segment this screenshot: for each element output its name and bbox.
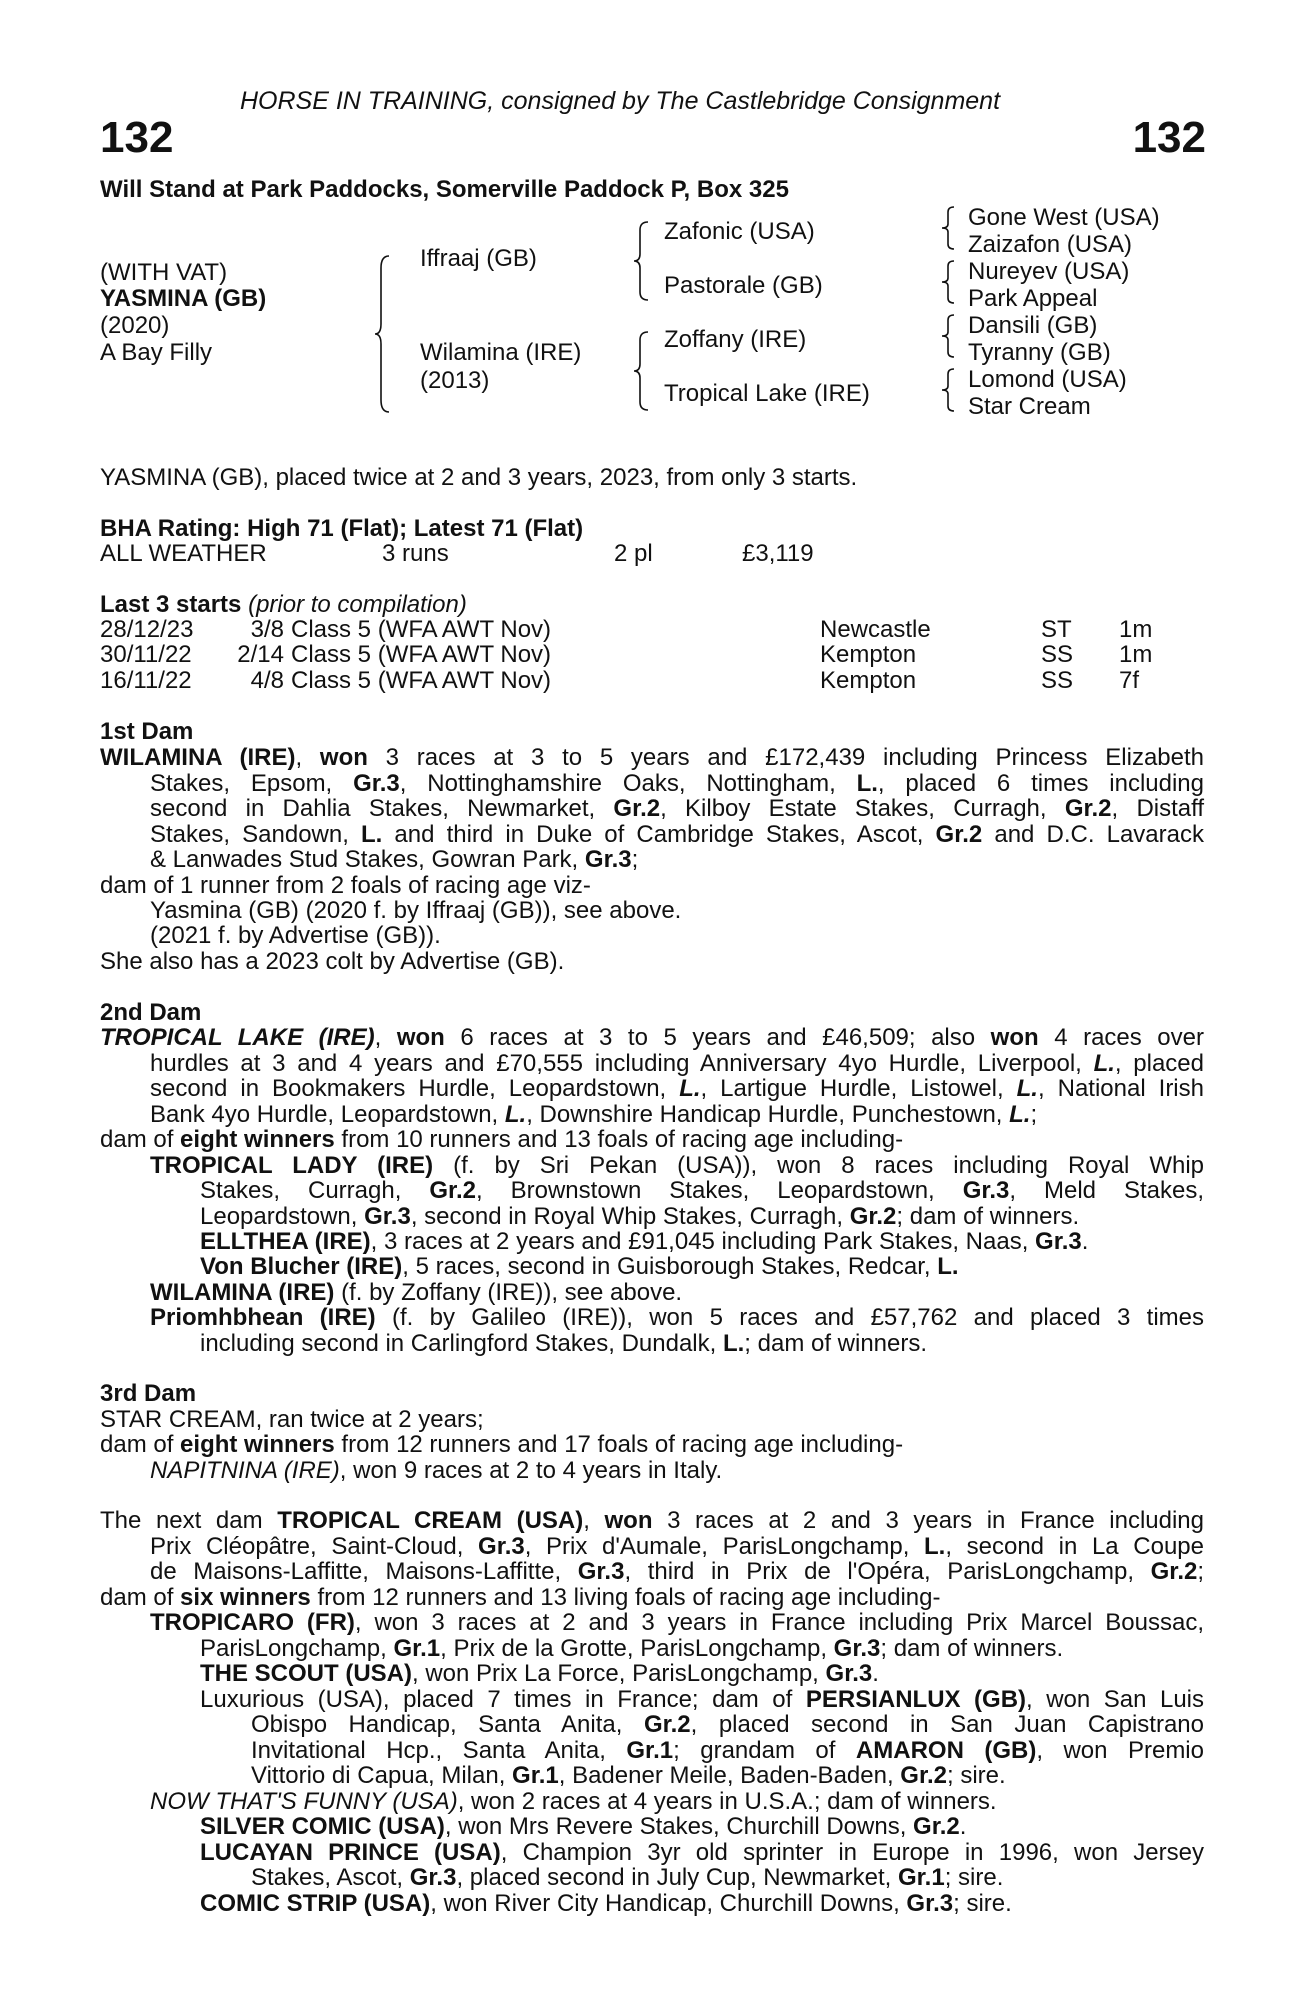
second-dam-line: dam of eight winners from 10 runners and 13 foals of racing age including- <box>100 1126 904 1153</box>
horse-name: YASMINA (GB) <box>100 285 267 312</box>
gen3-3: Nureyev (USA) <box>968 258 1130 285</box>
gen3-7: Lomond (USA) <box>968 366 1127 393</box>
third-dam-line: NAPITNINA (IRE), won 9 races at 2 to 4 years in Italy. <box>150 1457 723 1484</box>
next-dam-line: Prix Cléopâtre, Saint-Cloud, Gr.3, Prix d'Aumale, ParisLongchamp, L., second in La Coupe <box>150 1533 1205 1560</box>
second-dam-line: including second in Carlingford Stakes, Dundalk, L.; dam of winners. <box>200 1330 928 1357</box>
gen2-dam-sire: Zoffany (IRE) <box>664 326 807 353</box>
next-dam-line: NOW THAT'S FUNNY (USA), won 2 races at 4 years in U.S.A.; dam of winners. <box>150 1788 997 1815</box>
first-dam-heading: 1st Dam <box>100 718 194 745</box>
second-dam-heading: 2nd Dam <box>100 999 202 1026</box>
second-dam-line: Priomhbhean (IRE) (f. by Galileo (IRE)), won 5 races and £57,762 and placed 3 times <box>150 1304 1205 1331</box>
next-dam-line: Vittorio di Capua, Milan, Gr.1, Badener Meile, Baden-Baden, Gr.2; sire. <box>251 1762 1006 1789</box>
start-going: SS <box>1041 667 1074 694</box>
rating-earnings: £3,119 <box>742 540 814 567</box>
gen3-1: Gone West (USA) <box>968 204 1160 231</box>
start-course: Kempton <box>820 641 917 668</box>
brace-sire-dam <box>373 254 393 414</box>
horse-summary: YASMINA (GB), placed twice at 2 and 3 years, 2023, from only 3 starts. <box>100 464 858 491</box>
start-position: 3/8 <box>250 616 284 643</box>
second-dam-line: second in Bookmakers Hurdle, Leopardstown, L., Lartigue Hurdle, Listowel, L., National Irish <box>150 1075 1204 1102</box>
next-dam-line: LUCAYAN PRINCE (USA), Champion 3yr old sprinter in Europe in 1996, won Jersey <box>200 1839 1204 1866</box>
first-dam-line: Stakes, Epsom, Gr.3, Nottinghamshire Oaks, Nottingham, L., placed 6 times including <box>150 770 1204 797</box>
second-dam-line: Bank 4yo Hurdle, Leopardstown, L., Downshire Handicap Hurdle, Punchestown, L.; <box>150 1101 1038 1128</box>
start-course: Kempton <box>820 667 917 694</box>
gen3-6: Tyranny (GB) <box>968 339 1111 366</box>
dam-year: (2013) <box>420 367 490 394</box>
next-dam-line: dam of six winners from 12 runners and 13 living foals of racing age including- <box>100 1584 941 1611</box>
last-starts-title: Last 3 starts <box>100 591 242 618</box>
next-dam-line: Invitational Hcp., Santa Anita, Gr.1; grandam of AMARON (GB), won Premio <box>251 1737 1204 1764</box>
second-dam-line: hurdles at 3 and 4 years and £70,555 including Anniversary 4yo Hurdle, Liverpool, L., placed <box>150 1050 1205 1077</box>
start-position: 2/14 <box>237 641 284 668</box>
last-starts-heading <box>100 592 467 618</box>
brace-gen3-3 <box>940 313 958 359</box>
brace-sire-line <box>632 220 652 302</box>
start-date: 16/11/22 <box>100 667 192 694</box>
rating-runs: 3 runs <box>382 540 449 567</box>
gen2-sire-sire: Zafonic (USA) <box>664 218 815 245</box>
second-dam-line: Von Blucher (IRE), 5 races, second in Guisborough Stakes, Redcar, L. <box>200 1253 959 1280</box>
second-dam-line: TROPICAL LADY (IRE) (f. by Sri Pekan (USA)), won 8 races including Royal Whip <box>150 1152 1205 1179</box>
horse-year: (2020) <box>100 312 170 339</box>
next-dam-line: COMIC STRIP (USA), won River City Handicap, Churchill Downs, Gr.3; sire. <box>200 1890 1012 1917</box>
third-dam-line: dam of eight winners from 12 runners and 17 foals of racing age including- <box>100 1431 904 1458</box>
brace-dam-line <box>632 330 652 412</box>
bha-rating: BHA Rating: High 71 (Flat); Latest 71 (Flat) <box>100 515 584 542</box>
gen3-4: Park Appeal <box>968 285 1098 312</box>
start-date: 28/12/23 <box>100 616 194 643</box>
last-starts-note: (prior to compilation) <box>248 591 467 618</box>
horse-description: A Bay Filly <box>100 339 213 366</box>
stand-location: Will Stand at Park Paddocks, Somerville Paddock P, Box 325 <box>100 176 789 203</box>
first-dam-line: second in Dahlia Stakes, Newmarket, Gr.2, Kilboy Estate Stakes, Curragh, Gr.2, Distaff <box>150 795 1205 822</box>
rating-surface: ALL WEATHER <box>100 540 267 567</box>
dam-name: Wilamina (IRE) <box>420 339 582 366</box>
start-going: ST <box>1041 616 1072 643</box>
first-dam-line: (2021 f. by Advertise (GB)). <box>150 922 441 949</box>
second-dam-line: Leopardstown, Gr.3, second in Royal Whip Stakes, Curragh, Gr.2; dam of winners. <box>200 1203 1080 1230</box>
brace-gen3-2 <box>940 259 958 305</box>
next-dam-line: TROPICARO (FR), won 3 races at 2 and 3 years in France including Prix Marcel Boussac, <box>150 1609 1204 1636</box>
start-race: Class 5 (WFA AWT Nov) <box>291 616 552 643</box>
sire-name: Iffraaj (GB) <box>420 245 537 272</box>
first-dam-line: Stakes, Sandown, L. and third in Duke of Cambridge Stakes, Ascot, Gr.2 and D.C. Lavarack <box>150 821 1204 848</box>
next-dam-line: Stakes, Ascot, Gr.3, placed second in July Cup, Newmarket, Gr.1; sire. <box>251 1864 1004 1891</box>
gen3-8: Star Cream <box>968 393 1091 420</box>
gen2-dam-dam: Tropical Lake (IRE) <box>664 380 870 407</box>
second-dam-line: TROPICAL LAKE (IRE), won 6 races at 3 to 5 years and £46,509; also won 4 races over <box>100 1024 1204 1051</box>
first-dam-line: dam of 1 runner from 2 foals of racing age viz- <box>100 872 591 899</box>
gen3-5: Dansili (GB) <box>968 312 1098 339</box>
catalogue-subtitle: HORSE IN TRAINING, consigned by The Castlebridge Consignment <box>240 87 1001 115</box>
start-position: 4/8 <box>250 667 284 694</box>
lot-number-right: 132 <box>1132 113 1206 162</box>
first-dam-line: She also has a 2023 colt by Advertise (GB). <box>100 948 565 975</box>
start-distance: 1m <box>1119 616 1153 643</box>
vat-note: (WITH VAT) <box>100 259 228 286</box>
next-dam-line: de Maisons-Laffitte, Maisons-Laffitte, Gr.3, third in Prix de l'Opéra, ParisLongchamp, Gr.2; <box>150 1558 1205 1585</box>
first-dam-line: WILAMINA (IRE), won 3 races at 3 to 5 years and £172,439 including Princess Elizabeth <box>100 744 1205 771</box>
second-dam-line: Stakes, Curragh, Gr.2, Brownstown Stakes, Leopardstown, Gr.3, Meld Stakes, <box>200 1177 1205 1204</box>
next-dam-line: SILVER COMIC (USA), won Mrs Revere Stakes, Churchill Downs, Gr.2. <box>200 1813 967 1840</box>
brace-gen3-4 <box>940 367 958 413</box>
second-dam-line: WILAMINA (IRE) (f. by Zoffany (IRE)), see above. <box>150 1279 683 1306</box>
gen3-2: Zaizafon (USA) <box>968 231 1133 258</box>
next-dam-line: The next dam TROPICAL CREAM (USA), won 3 races at 2 and 3 years in France including <box>100 1507 1204 1534</box>
start-distance: 7f <box>1119 667 1140 694</box>
third-dam-heading: 3rd Dam <box>100 1380 197 1407</box>
start-race: Class 5 (WFA AWT Nov) <box>291 641 552 668</box>
next-dam-line: Luxurious (USA), placed 7 times in France; dam of PERSIANLUX (GB), won San Luis <box>200 1686 1204 1713</box>
second-dam-line: ELLTHEA (IRE), 3 races at 2 years and £91,045 including Park Stakes, Naas, Gr.3. <box>200 1228 1089 1255</box>
start-date: 30/11/22 <box>100 641 192 668</box>
next-dam-line: Obispo Handicap, Santa Anita, Gr.2, placed second in San Juan Capistrano <box>251 1711 1204 1738</box>
next-dam-line: THE SCOUT (USA), won Prix La Force, ParisLongchamp, Gr.3. <box>200 1660 879 1687</box>
start-course: Newcastle <box>820 616 931 643</box>
first-dam-line: Yasmina (GB) (2020 f. by Iffraaj (GB)), see above. <box>150 897 682 924</box>
rating-placed: 2 pl <box>614 540 653 567</box>
third-dam-line: STAR CREAM, ran twice at 2 years; <box>100 1406 484 1433</box>
start-race: Class 5 (WFA AWT Nov) <box>291 667 552 694</box>
next-dam-line: ParisLongchamp, Gr.1, Prix de la Grotte, ParisLongchamp, Gr.3; dam of winners. <box>200 1635 1064 1662</box>
gen2-sire-dam: Pastorale (GB) <box>664 272 823 299</box>
brace-gen3-1 <box>940 205 958 251</box>
start-distance: 1m <box>1119 641 1153 668</box>
first-dam-line: & Lanwades Stud Stakes, Gowran Park, Gr.3; <box>150 846 639 873</box>
lot-number-left: 132 <box>100 113 174 162</box>
start-going: SS <box>1041 641 1074 668</box>
